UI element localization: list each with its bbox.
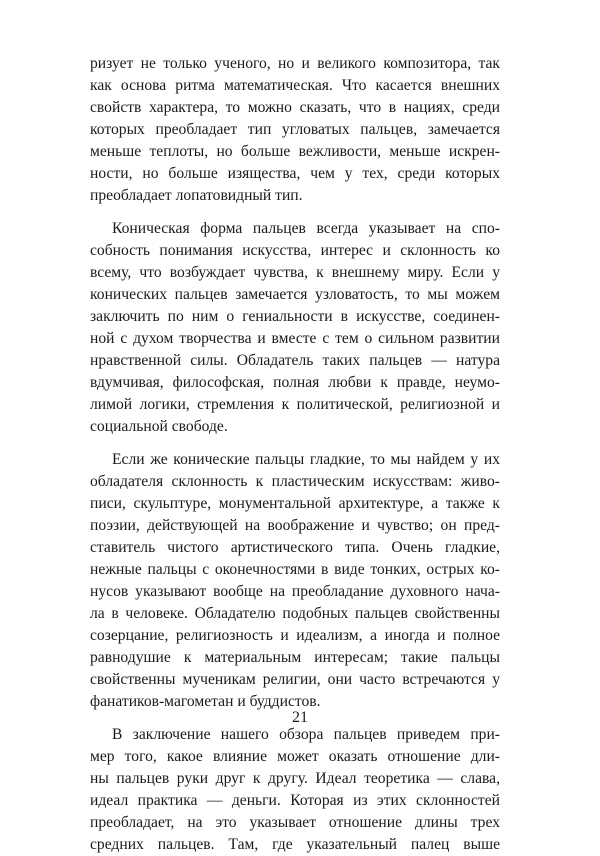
text-line: созерцание, религиозность и идеализм, а иногда и полное (90, 626, 500, 644)
text-line: собность понимания искусства, интерес и склонность ко (90, 242, 500, 260)
text-line: ности, но больше изящества, чем у тех, среди которых (90, 164, 500, 182)
text-line: В заключение нашего обзора пальцев приведем при- (112, 726, 500, 744)
paragraph-3 (90, 449, 500, 712)
text-line: нравственной силы. Обладатель таких пальцев — натура (90, 351, 500, 369)
text-line: равнодушие к материальным интересам; такие пальцы (90, 648, 500, 666)
text-line: ставитель чистого артистического типа. Очень гладкие, (90, 539, 500, 557)
text-line: фанатиков-магометан и буддистов. (90, 692, 321, 710)
text-line: идеал практика — деньги. Которая из этих склонностей (90, 792, 500, 809)
text-line: писи, скульптуре, монументальной архитектуре, а также к (90, 495, 500, 513)
text-line: свойственны мученикам религии, они часто встречаются у (90, 670, 500, 688)
text-line: меньше теплоты, но больше вежливости, меньше искрен- (90, 142, 500, 160)
text-line: лимой логики, стремления к политической, религиозной и (90, 395, 500, 413)
text-line: конических пальцев замечается узловатость, то мы можем (90, 286, 500, 304)
text-line: ной с духом творчества и вместе с тем о сильном развитии (90, 329, 500, 347)
text-line: обладателя склонность к пластическим искусствам: живо- (90, 473, 500, 491)
text-line: Если же конические пальцы гладкие, то мы найдем у их (112, 451, 500, 469)
page-number: 21 (292, 709, 308, 726)
text-line: средних пальцев. Там, где указательный палец выше (90, 835, 500, 853)
text-line: которых преобладает тип угловатых пальцев, замечается (90, 120, 500, 138)
text-line: как основа ритма математическая. Что касается внешних (90, 76, 500, 94)
text-line: преобладает лопатовидный тип. (90, 186, 303, 204)
text-line: ризует не только ученого, но и великого композитора, так (90, 55, 500, 72)
text-line: ны пальцев руки друг к другу. Идеал теоретика — слава, (90, 770, 500, 788)
text-line: Коническая форма пальцев всегда указывает на спо- (112, 220, 500, 238)
paragraph-2 (90, 218, 500, 438)
text-line: поэзии, действующей на воображение и чувство; он пред- (90, 517, 500, 535)
paragraph-4 (90, 724, 500, 856)
text-line: ла в человеке. Обладателю подобных пальцев свойственны (90, 604, 500, 622)
paragraph-1 (90, 53, 500, 207)
text-line: заключить по ним о гениальности в искусстве, соединен- (90, 307, 500, 325)
body-text (90, 53, 500, 856)
text-line: нусов указывают вообще на преобладание духовного нача- (90, 582, 500, 600)
text-line: всему, что возбуждает чувства, к внешнему миру. Если у (90, 264, 500, 282)
text-line: социальной свободе. (90, 417, 228, 435)
text-line: мер того, какое влияние может оказать отношение дли- (90, 748, 500, 766)
text-line: преобладает, на это указывает отношение длины трех (90, 813, 500, 831)
text-line: свойств характера, то можно сказать, что в нациях, среди (90, 98, 500, 116)
text-line: вдумчивая, философская, полная любви к правде, неумо- (90, 373, 500, 391)
text-line: нежные пальцы с оконечностями в виде тонких, острых ко- (90, 560, 500, 578)
